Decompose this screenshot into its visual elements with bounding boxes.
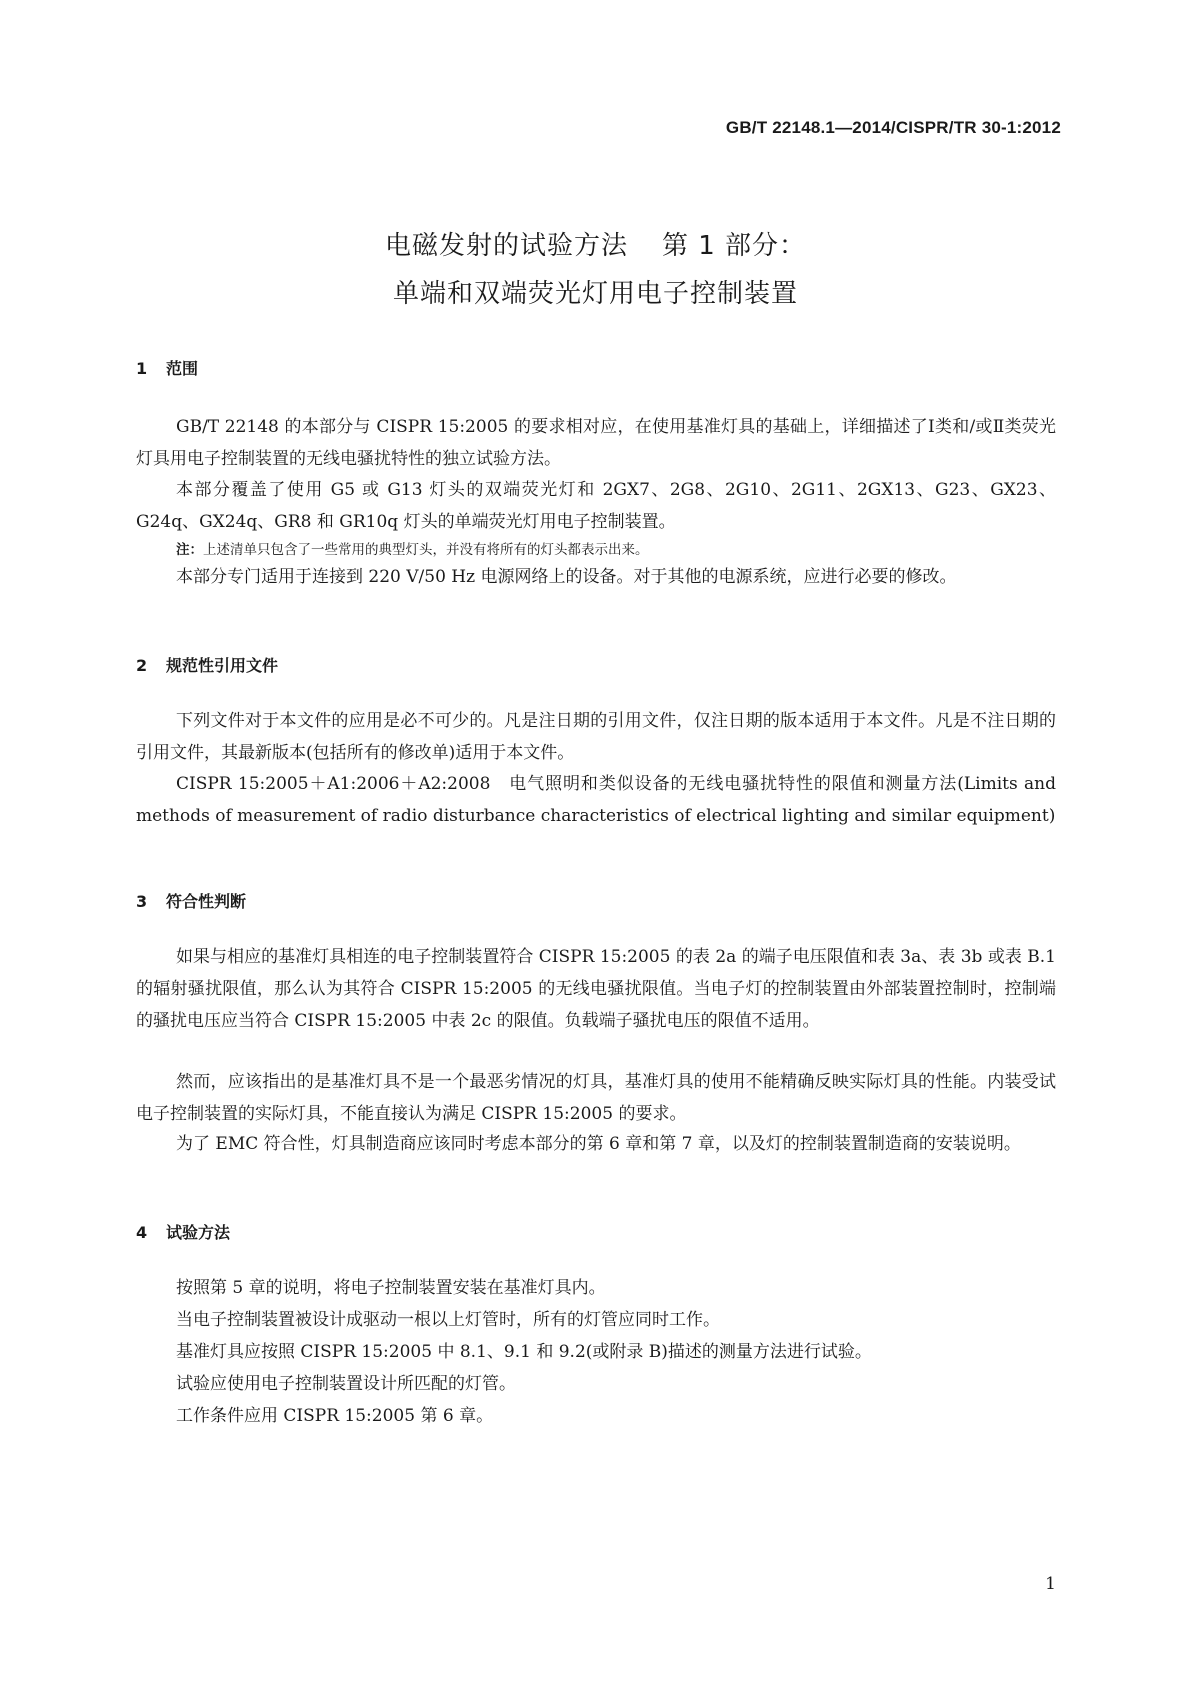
section-number: 1	[136, 359, 148, 378]
section-title: 范围	[166, 359, 199, 378]
title-line-1	[0, 222, 1191, 270]
note	[176, 539, 1056, 561]
note-text: 上述清单只包含了一些常用的典型灯头，并没有将所有的灯头都表示出来。	[203, 542, 649, 558]
paragraph: 下列文件对于本文件的应用是必不可少的。凡是注日期的引用文件，仅注日期的版本适用于本文件。凡是不注日期的引用文件，其最新版本(包括所有的修改单)适用于本文件。	[136, 711, 1056, 763]
paragraph: 本部分覆盖了使用 G5 或 G13 灯头的双端荧光灯和 2GX7、2G8、2G10、2G11、2GX13、G23、GX23、G24q、GX24q、GR8 和 GR10q 灯头的单端荧光灯用电子控制装置。	[136, 480, 1056, 532]
paragraph: CISPR 15:2005＋A1:2006＋A2:2008 电气照明和类似设备的无线电骚扰特性的限值和测量方法(Limits and methods of measurement of radio disturbance characteristics of electrical lighting and similar equipment)	[136, 774, 1056, 826]
paragraph: 基准灯具应按照 CISPR 15:2005 中 8.1、9.1 和 9.2(或附录 B)描述的测量方法进行试验。	[176, 1342, 872, 1362]
paragraph: 按照第 5 章的说明，将电子控制装置安装在基准灯具内。	[176, 1278, 606, 1298]
title-line-2: 单端和双端荧光灯用电子控制装置	[392, 279, 798, 309]
section-title: 试验方法	[166, 1223, 231, 1242]
section-number: 3	[136, 892, 148, 911]
paragraph: GB/T 22148 的本部分与 CISPR 15:2005 的要求相对应，在使用基准灯具的基础上，详细描述了Ⅰ类和/或Ⅱ类荧光灯具用电子控制装置的无线电骚扰特性的独立试验方法。	[136, 417, 1056, 469]
section-title: 规范性引用文件	[166, 656, 279, 675]
page-number: 1	[1045, 1574, 1056, 1594]
document-title	[0, 222, 1191, 318]
note-label: 注：	[176, 542, 203, 558]
standard-code: GB/T 22148.1—2014/CISPR/TR 30-1:2012	[725, 118, 1061, 137]
title-part: 第 1 部分：	[661, 231, 807, 261]
section-heading	[136, 653, 278, 679]
section-heading	[136, 889, 246, 915]
section-title: 符合性判断	[166, 892, 247, 911]
paragraph: 然而，应该指出的是基准灯具不是一个最恶劣情况的灯具，基准灯具的使用不能精确反映实际灯具的性能。内装受试电子控制装置的实际灯具，不能直接认为满足 CISPR 15:2005 的要求。	[136, 1072, 1056, 1124]
paragraph: 工作条件应用 CISPR 15:2005 第 6 章。	[176, 1406, 494, 1426]
title-main: 电磁发射的试验方法	[384, 231, 628, 261]
section-number: 2	[136, 656, 148, 675]
paragraph: 为了 EMC 符合性，灯具制造商应该同时考虑本部分的第 6 章和第 7 章，以及灯的控制装置制造商的安装说明。	[176, 1134, 1021, 1154]
paragraph: 本部分专门适用于连接到 220 V/50 Hz 电源网络上的设备。对于其他的电源系统，应进行必要的修改。	[176, 567, 957, 587]
section-number: 4	[136, 1223, 148, 1242]
section-heading	[136, 356, 198, 382]
paragraph: 当电子控制装置被设计成驱动一根以上灯管时，所有的灯管应同时工作。	[176, 1310, 720, 1330]
section-heading	[136, 1220, 230, 1246]
paragraph: 试验应使用电子控制装置设计所匹配的灯管。	[176, 1374, 516, 1394]
paragraph: 如果与相应的基准灯具相连的电子控制装置符合 CISPR 15:2005 的表 2a 的端子电压限值和表 3a、表 3b 或表 B.1 的辐射骚扰限值，那么认为其符合 CISPR 15:2005 的无线电骚扰限值。当电子灯的控制装置由外部装置控制时，控制端的骚扰电压应当符合 CISPR 15:2005 中表 2c 的限值。负载端子骚扰电压的限值不适用。	[136, 947, 1056, 1031]
